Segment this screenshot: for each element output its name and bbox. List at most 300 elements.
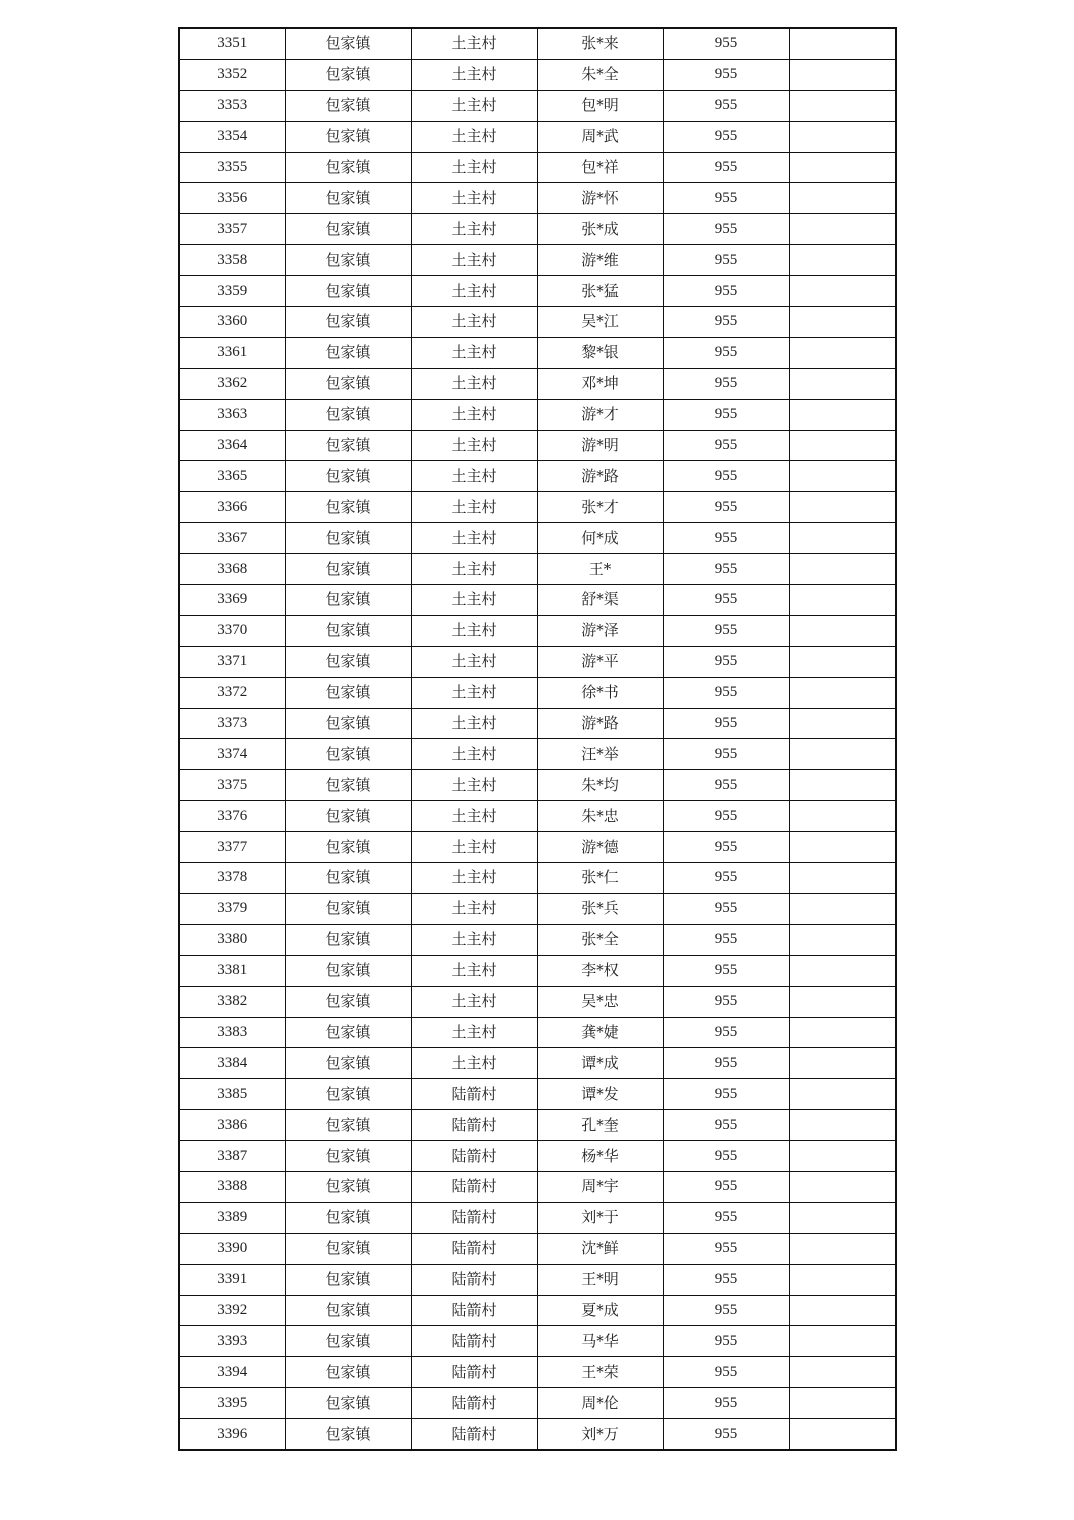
amount-cell: 955 (663, 1079, 789, 1110)
table-row (179, 1171, 896, 1202)
row-number-cell: 3375 (179, 770, 285, 801)
town-cell: 包家镇 (285, 152, 411, 183)
row-number-cell: 3382 (179, 986, 285, 1017)
note-cell (789, 492, 896, 523)
name-cell: 张*来 (537, 28, 663, 59)
name-cell: 游*路 (537, 461, 663, 492)
amount-cell: 955 (663, 801, 789, 832)
note-cell (789, 1017, 896, 1048)
note-cell (789, 1233, 896, 1264)
amount-cell: 955 (663, 832, 789, 863)
town-cell: 包家镇 (285, 121, 411, 152)
table-row (179, 1079, 896, 1110)
village-cell: 土主村 (411, 739, 537, 770)
village-cell: 陆箭村 (411, 1295, 537, 1326)
amount-cell: 955 (663, 1048, 789, 1079)
village-cell: 土主村 (411, 121, 537, 152)
village-cell: 陆箭村 (411, 1202, 537, 1233)
village-cell: 土主村 (411, 399, 537, 430)
table-row (179, 832, 896, 863)
table-row (179, 90, 896, 121)
name-cell: 张*成 (537, 214, 663, 245)
name-cell: 周*伦 (537, 1388, 663, 1419)
note-cell (789, 893, 896, 924)
note-cell (789, 523, 896, 554)
row-number-cell: 3390 (179, 1233, 285, 1264)
note-cell (789, 276, 896, 307)
village-cell: 土主村 (411, 368, 537, 399)
town-cell: 包家镇 (285, 1171, 411, 1202)
note-cell (789, 832, 896, 863)
table-row (179, 924, 896, 955)
note-cell (789, 399, 896, 430)
village-cell: 土主村 (411, 214, 537, 245)
table-row (179, 245, 896, 276)
table-row (179, 1233, 896, 1264)
village-cell: 土主村 (411, 585, 537, 616)
table-row (179, 1202, 896, 1233)
note-cell (789, 121, 896, 152)
town-cell: 包家镇 (285, 183, 411, 214)
village-cell: 陆箭村 (411, 1419, 537, 1450)
row-number-cell: 3385 (179, 1079, 285, 1110)
town-cell: 包家镇 (285, 337, 411, 368)
village-cell: 土主村 (411, 337, 537, 368)
amount-cell: 955 (663, 337, 789, 368)
note-cell (789, 1110, 896, 1141)
name-cell: 张*全 (537, 924, 663, 955)
amount-cell: 955 (663, 1110, 789, 1141)
table-row (179, 399, 896, 430)
town-cell: 包家镇 (285, 801, 411, 832)
town-cell: 包家镇 (285, 924, 411, 955)
row-number-cell: 3358 (179, 245, 285, 276)
village-cell: 土主村 (411, 28, 537, 59)
amount-cell: 955 (663, 183, 789, 214)
village-cell: 陆箭村 (411, 1110, 537, 1141)
row-number-cell: 3359 (179, 276, 285, 307)
town-cell: 包家镇 (285, 307, 411, 338)
town-cell: 包家镇 (285, 1419, 411, 1450)
name-cell: 刘*于 (537, 1202, 663, 1233)
row-number-cell: 3372 (179, 677, 285, 708)
name-cell: 王* (537, 554, 663, 585)
row-number-cell: 3389 (179, 1202, 285, 1233)
table-row (179, 708, 896, 739)
name-cell: 徐*书 (537, 677, 663, 708)
name-cell: 舒*渠 (537, 585, 663, 616)
table-row (179, 585, 896, 616)
name-cell: 刘*万 (537, 1419, 663, 1450)
name-cell: 夏*成 (537, 1295, 663, 1326)
amount-cell: 955 (663, 307, 789, 338)
town-cell: 包家镇 (285, 1079, 411, 1110)
amount-cell: 955 (663, 585, 789, 616)
amount-cell: 955 (663, 615, 789, 646)
village-cell: 土主村 (411, 90, 537, 121)
row-number-cell: 3391 (179, 1264, 285, 1295)
table-row (179, 523, 896, 554)
amount-cell: 955 (663, 893, 789, 924)
amount-cell: 955 (663, 399, 789, 430)
table-row (179, 801, 896, 832)
amount-cell: 955 (663, 924, 789, 955)
amount-cell: 955 (663, 1295, 789, 1326)
town-cell: 包家镇 (285, 1388, 411, 1419)
table-row (179, 554, 896, 585)
table-row (179, 307, 896, 338)
name-cell: 游*怀 (537, 183, 663, 214)
town-cell: 包家镇 (285, 245, 411, 276)
table-row (179, 615, 896, 646)
row-number-cell: 3365 (179, 461, 285, 492)
note-cell (789, 183, 896, 214)
row-number-cell: 3387 (179, 1141, 285, 1172)
note-cell (789, 1419, 896, 1450)
name-cell: 谭*成 (537, 1048, 663, 1079)
name-cell: 孔*奎 (537, 1110, 663, 1141)
note-cell (789, 337, 896, 368)
town-cell: 包家镇 (285, 214, 411, 245)
amount-cell: 955 (663, 368, 789, 399)
row-number-cell: 3361 (179, 337, 285, 368)
name-cell: 王*明 (537, 1264, 663, 1295)
note-cell (789, 430, 896, 461)
amount-cell: 955 (663, 523, 789, 554)
row-number-cell: 3357 (179, 214, 285, 245)
row-number-cell: 3352 (179, 59, 285, 90)
name-cell: 龚*婕 (537, 1017, 663, 1048)
town-cell: 包家镇 (285, 399, 411, 430)
name-cell: 游*路 (537, 708, 663, 739)
table-row (179, 1141, 896, 1172)
town-cell: 包家镇 (285, 1357, 411, 1388)
village-cell: 土主村 (411, 554, 537, 585)
amount-cell: 955 (663, 708, 789, 739)
town-cell: 包家镇 (285, 59, 411, 90)
table-row (179, 492, 896, 523)
table-row (179, 1110, 896, 1141)
village-cell: 土主村 (411, 523, 537, 554)
town-cell: 包家镇 (285, 430, 411, 461)
table-row (179, 955, 896, 986)
amount-cell: 955 (663, 1171, 789, 1202)
note-cell (789, 1388, 896, 1419)
row-number-cell: 3378 (179, 863, 285, 894)
table-row (179, 337, 896, 368)
amount-cell: 955 (663, 739, 789, 770)
village-cell: 土主村 (411, 276, 537, 307)
row-number-cell: 3353 (179, 90, 285, 121)
table-row (179, 1048, 896, 1079)
note-cell (789, 863, 896, 894)
row-number-cell: 3386 (179, 1110, 285, 1141)
town-cell: 包家镇 (285, 893, 411, 924)
town-cell: 包家镇 (285, 986, 411, 1017)
village-cell: 陆箭村 (411, 1388, 537, 1419)
amount-cell: 955 (663, 90, 789, 121)
town-cell: 包家镇 (285, 1295, 411, 1326)
amount-cell: 955 (663, 152, 789, 183)
row-number-cell: 3363 (179, 399, 285, 430)
note-cell (789, 307, 896, 338)
village-cell: 土主村 (411, 59, 537, 90)
town-cell: 包家镇 (285, 492, 411, 523)
amount-cell: 955 (663, 1141, 789, 1172)
village-cell: 土主村 (411, 492, 537, 523)
note-cell (789, 708, 896, 739)
name-cell: 马*华 (537, 1326, 663, 1357)
table-row (179, 1326, 896, 1357)
note-cell (789, 28, 896, 59)
village-cell: 陆箭村 (411, 1141, 537, 1172)
table-row (179, 183, 896, 214)
row-number-cell: 3374 (179, 739, 285, 770)
table-row (179, 893, 896, 924)
name-cell: 杨*华 (537, 1141, 663, 1172)
village-cell: 土主村 (411, 708, 537, 739)
table-row (179, 986, 896, 1017)
amount-cell: 955 (663, 121, 789, 152)
name-cell: 包*祥 (537, 152, 663, 183)
name-cell: 沈*鲜 (537, 1233, 663, 1264)
note-cell (789, 554, 896, 585)
town-cell: 包家镇 (285, 677, 411, 708)
village-cell: 土主村 (411, 430, 537, 461)
table-row (179, 121, 896, 152)
name-cell: 李*权 (537, 955, 663, 986)
name-cell: 邓*坤 (537, 368, 663, 399)
row-number-cell: 3379 (179, 893, 285, 924)
village-cell: 土主村 (411, 801, 537, 832)
town-cell: 包家镇 (285, 1048, 411, 1079)
amount-cell: 955 (663, 1202, 789, 1233)
row-number-cell: 3368 (179, 554, 285, 585)
table-row (179, 28, 896, 59)
row-number-cell: 3394 (179, 1357, 285, 1388)
village-cell: 土主村 (411, 770, 537, 801)
table-row (179, 152, 896, 183)
row-number-cell: 3351 (179, 28, 285, 59)
amount-cell: 955 (663, 461, 789, 492)
name-cell: 张*兵 (537, 893, 663, 924)
table-row (179, 739, 896, 770)
note-cell (789, 1171, 896, 1202)
name-cell: 包*明 (537, 90, 663, 121)
village-cell: 土主村 (411, 863, 537, 894)
amount-cell: 955 (663, 646, 789, 677)
table-row (179, 276, 896, 307)
row-number-cell: 3396 (179, 1419, 285, 1450)
name-cell: 吴*忠 (537, 986, 663, 1017)
table-row (179, 863, 896, 894)
table-row (179, 1419, 896, 1450)
table-row (179, 1295, 896, 1326)
row-number-cell: 3380 (179, 924, 285, 955)
name-cell: 朱*全 (537, 59, 663, 90)
village-cell: 陆箭村 (411, 1264, 537, 1295)
village-cell: 土主村 (411, 955, 537, 986)
town-cell: 包家镇 (285, 28, 411, 59)
village-cell: 土主村 (411, 646, 537, 677)
table-row (179, 646, 896, 677)
table-row (179, 461, 896, 492)
note-cell (789, 245, 896, 276)
village-cell: 土主村 (411, 893, 537, 924)
note-cell (789, 368, 896, 399)
note-cell (789, 1295, 896, 1326)
note-cell (789, 646, 896, 677)
village-cell: 土主村 (411, 461, 537, 492)
row-number-cell: 3362 (179, 368, 285, 399)
row-number-cell: 3373 (179, 708, 285, 739)
amount-cell: 955 (663, 863, 789, 894)
amount-cell: 955 (663, 276, 789, 307)
row-number-cell: 3356 (179, 183, 285, 214)
row-number-cell: 3377 (179, 832, 285, 863)
row-number-cell: 3384 (179, 1048, 285, 1079)
table-row (179, 1357, 896, 1388)
village-cell: 土主村 (411, 677, 537, 708)
amount-cell: 955 (663, 1388, 789, 1419)
note-cell (789, 955, 896, 986)
note-cell (789, 615, 896, 646)
amount-cell: 955 (663, 1264, 789, 1295)
village-cell: 土主村 (411, 986, 537, 1017)
row-number-cell: 3376 (179, 801, 285, 832)
note-cell (789, 90, 896, 121)
note-cell (789, 986, 896, 1017)
note-cell (789, 1048, 896, 1079)
town-cell: 包家镇 (285, 646, 411, 677)
note-cell (789, 585, 896, 616)
town-cell: 包家镇 (285, 368, 411, 399)
village-cell: 土主村 (411, 1017, 537, 1048)
town-cell: 包家镇 (285, 461, 411, 492)
amount-cell: 955 (663, 1326, 789, 1357)
town-cell: 包家镇 (285, 276, 411, 307)
row-number-cell: 3366 (179, 492, 285, 523)
town-cell: 包家镇 (285, 1017, 411, 1048)
town-cell: 包家镇 (285, 615, 411, 646)
village-cell: 土主村 (411, 615, 537, 646)
table-row (179, 214, 896, 245)
town-cell: 包家镇 (285, 1141, 411, 1172)
table-row (179, 1017, 896, 1048)
town-cell: 包家镇 (285, 1233, 411, 1264)
village-cell: 土主村 (411, 307, 537, 338)
village-cell: 土主村 (411, 1048, 537, 1079)
town-cell: 包家镇 (285, 770, 411, 801)
row-number-cell: 3369 (179, 585, 285, 616)
note-cell (789, 59, 896, 90)
name-cell: 游*明 (537, 430, 663, 461)
town-cell: 包家镇 (285, 1110, 411, 1141)
name-cell: 何*成 (537, 523, 663, 554)
town-cell: 包家镇 (285, 1202, 411, 1233)
amount-cell: 955 (663, 28, 789, 59)
note-cell (789, 1326, 896, 1357)
name-cell: 王*荣 (537, 1357, 663, 1388)
row-number-cell: 3381 (179, 955, 285, 986)
name-cell: 游*德 (537, 832, 663, 863)
town-cell: 包家镇 (285, 523, 411, 554)
town-cell: 包家镇 (285, 585, 411, 616)
name-cell: 游*才 (537, 399, 663, 430)
table-row (179, 1388, 896, 1419)
table-row (179, 368, 896, 399)
note-cell (789, 152, 896, 183)
name-cell: 朱*忠 (537, 801, 663, 832)
amount-cell: 955 (663, 492, 789, 523)
amount-cell: 955 (663, 554, 789, 585)
name-cell: 游*维 (537, 245, 663, 276)
town-cell: 包家镇 (285, 708, 411, 739)
amount-cell: 955 (663, 1017, 789, 1048)
note-cell (789, 1079, 896, 1110)
row-number-cell: 3364 (179, 430, 285, 461)
name-cell: 张*才 (537, 492, 663, 523)
table-row (179, 430, 896, 461)
row-number-cell: 3354 (179, 121, 285, 152)
amount-cell: 955 (663, 986, 789, 1017)
name-cell: 朱*均 (537, 770, 663, 801)
name-cell: 张*仁 (537, 863, 663, 894)
name-cell: 汪*举 (537, 739, 663, 770)
note-cell (789, 1264, 896, 1295)
roster-table-body (179, 28, 896, 1450)
note-cell (789, 214, 896, 245)
note-cell (789, 1357, 896, 1388)
name-cell: 游*平 (537, 646, 663, 677)
table-row (179, 677, 896, 708)
village-cell: 陆箭村 (411, 1326, 537, 1357)
town-cell: 包家镇 (285, 554, 411, 585)
village-cell: 陆箭村 (411, 1357, 537, 1388)
town-cell: 包家镇 (285, 832, 411, 863)
village-cell: 土主村 (411, 245, 537, 276)
name-cell: 游*泽 (537, 615, 663, 646)
roster-table (178, 27, 897, 1451)
row-number-cell: 3371 (179, 646, 285, 677)
row-number-cell: 3392 (179, 1295, 285, 1326)
amount-cell: 955 (663, 245, 789, 276)
village-cell: 陆箭村 (411, 1171, 537, 1202)
name-cell: 张*猛 (537, 276, 663, 307)
note-cell (789, 461, 896, 492)
table-row (179, 770, 896, 801)
town-cell: 包家镇 (285, 863, 411, 894)
row-number-cell: 3388 (179, 1171, 285, 1202)
village-cell: 土主村 (411, 924, 537, 955)
name-cell: 周*武 (537, 121, 663, 152)
note-cell (789, 1202, 896, 1233)
amount-cell: 955 (663, 955, 789, 986)
town-cell: 包家镇 (285, 1264, 411, 1295)
town-cell: 包家镇 (285, 739, 411, 770)
village-cell: 土主村 (411, 183, 537, 214)
note-cell (789, 739, 896, 770)
village-cell: 陆箭村 (411, 1233, 537, 1264)
name-cell: 周*宇 (537, 1171, 663, 1202)
name-cell: 谭*发 (537, 1079, 663, 1110)
note-cell (789, 770, 896, 801)
row-number-cell: 3393 (179, 1326, 285, 1357)
amount-cell: 955 (663, 770, 789, 801)
table-row (179, 1264, 896, 1295)
village-cell: 陆箭村 (411, 1079, 537, 1110)
note-cell (789, 677, 896, 708)
